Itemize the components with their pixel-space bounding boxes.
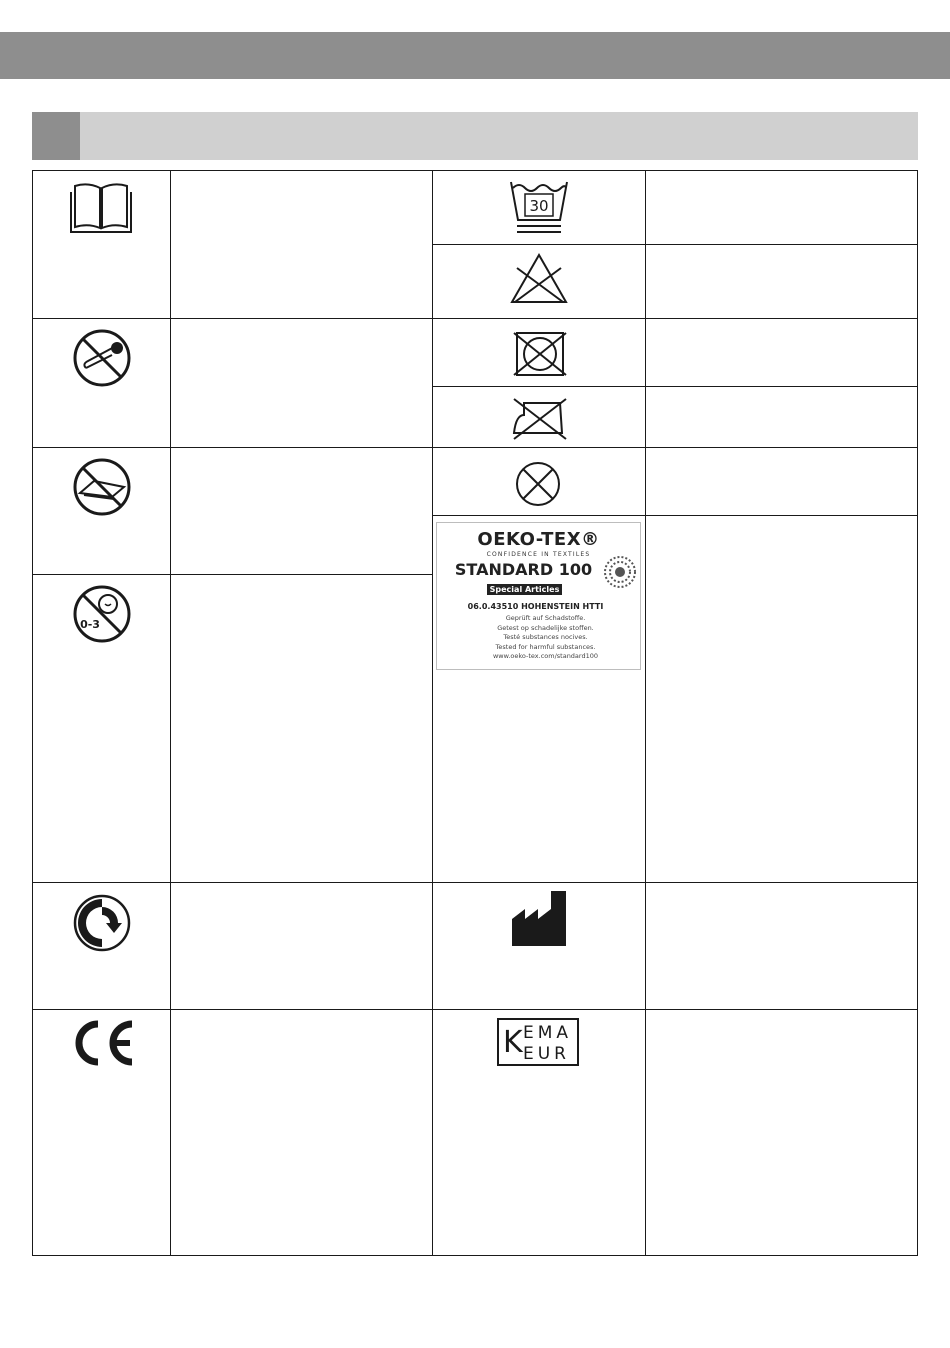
no-dry-clean-icon <box>512 458 564 510</box>
oeko-tex-line: Testé substances nocives. <box>503 633 588 641</box>
oeko-tex-line: Tested for harmful substances. <box>495 642 596 651</box>
no-bleach-icon <box>509 252 569 304</box>
oeko-tex-label <box>436 522 641 670</box>
oeko-tex-brand: OEKO-TEX® <box>477 529 600 550</box>
section-tab <box>32 112 80 160</box>
oeko-tex-standard: STANDARD 100 <box>454 560 593 579</box>
symbol-table <box>32 170 918 1256</box>
kema-keur-icon <box>497 1018 579 1066</box>
no-pins-icon <box>72 328 132 388</box>
oeko-tex-category: Special Articles <box>487 584 563 595</box>
kema-letter: K <box>503 1025 523 1060</box>
read-instructions-icon <box>68 180 134 234</box>
not-for-children-0-3-icon <box>72 584 132 644</box>
green-dot-recycling-icon <box>72 893 132 953</box>
kema-bottom-text: EUR <box>523 1044 570 1064</box>
wash-temperature: 30 <box>529 197 549 215</box>
age-label: 0-3 <box>80 618 100 631</box>
wash-30-icon <box>509 176 569 236</box>
oeko-tex-flower-icon <box>603 555 637 594</box>
no-iron-icon <box>510 395 570 441</box>
oeko-tex-line: Geprüft auf Schadstoffe. <box>505 614 586 622</box>
no-folding-icon <box>72 457 132 517</box>
manufacturer-icon <box>511 891 567 947</box>
oeko-tex-certificate: 06.0.43510 HOHENSTEIN HTTI <box>467 602 604 611</box>
oeko-tex-line: Getest op schadelijke stoffen. <box>497 623 594 632</box>
ce-mark-icon <box>68 1020 136 1066</box>
no-tumble-dry-icon <box>512 331 568 377</box>
header-bar <box>0 32 950 79</box>
oeko-tex-text-lines <box>451 614 640 662</box>
section-bar <box>32 112 918 160</box>
oeko-tex-line: www.oeko-tex.com/standard100 <box>492 652 599 660</box>
oeko-tex-tagline: CONFIDENCE IN TEXTILES <box>486 551 591 558</box>
kema-top-text: EMA <box>523 1023 573 1043</box>
